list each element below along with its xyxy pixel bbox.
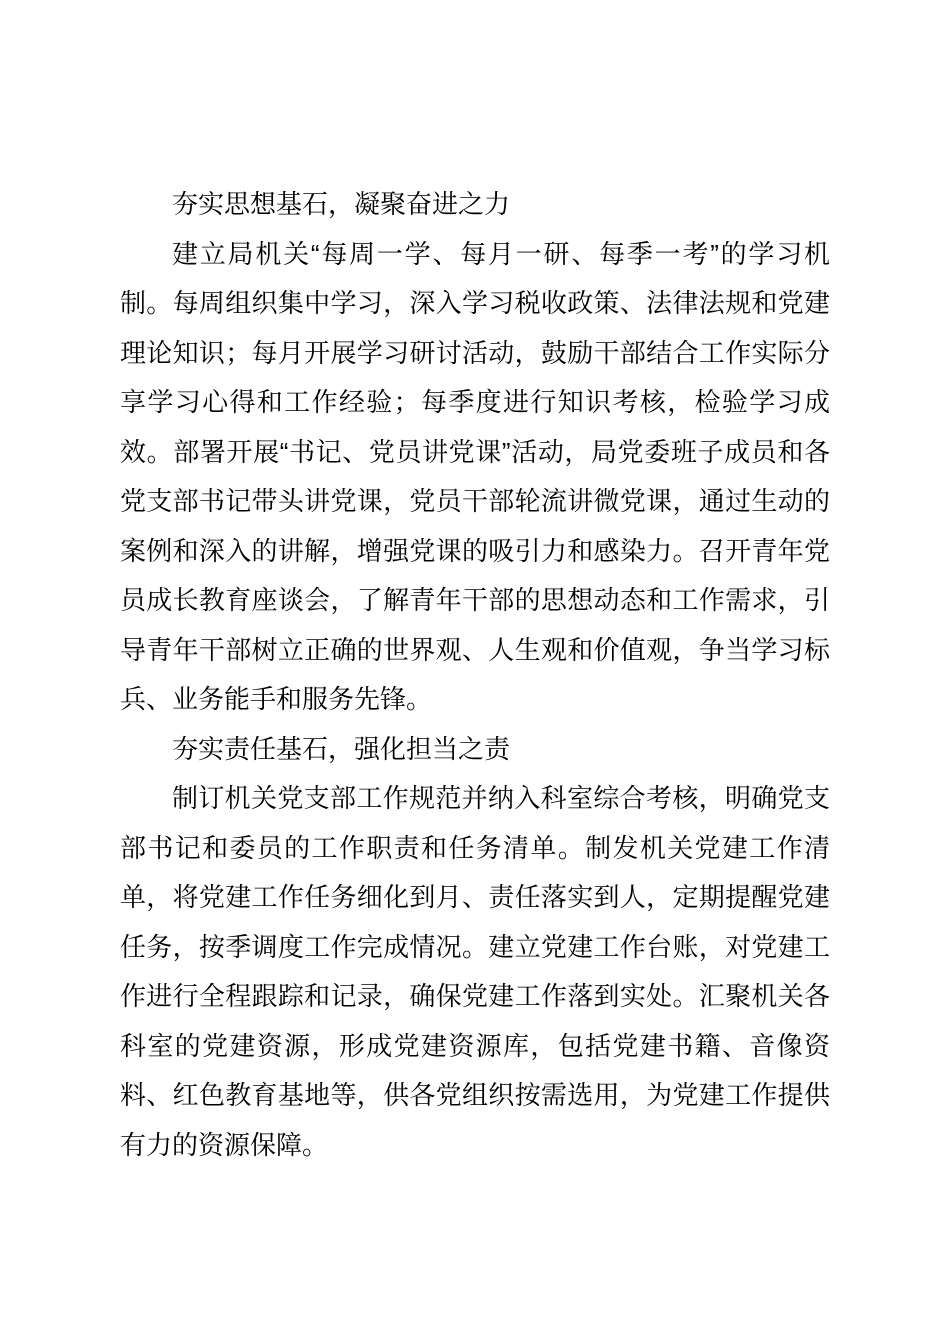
- body-paragraph-learning-mechanism: 建立局机关“每周一学、每月一研、每季一考”的学习机制。每周组织集中学习，深入学习税收政策、法律法规和党建理论知识；每月开展学习研讨活动，鼓励干部结合工作实际分享学习心得和工作经验；每季度进行知识考核，检验学习成效。部署开展“书记、党员讲党课”活动，局党委班子成员和各党支部书记带头讲党课，党员干部轮流讲微党课，通过生动的案例和深入的讲解，增强党课的吸引力和感染力。召开青年党员成长教育座谈会，了解青年干部的思想动态和工作需求，引导青年干部树立正确的世界观、人生观和价值观，争当学习标兵、业务能手和服务先锋。: [120, 238, 830, 714]
- document-text-block: [120, 180, 830, 1170]
- subheading-ideology: 夯实思想基石，凝聚奋进之力: [172, 189, 511, 219]
- body-paragraph-work-standards: 制订机关党支部工作规范并纳入科室综合考核，明确党支部书记和委员的工作职责和任务清单。制发机关党建工作清单，将党建工作任务细化到月、责任落实到人，定期提醒党建任务，按季调度工作完成情况。建立党建工作台账，对党建工作进行全程跟踪和记录，确保党建工作落到实处。汇聚机关各科室的党建资源，形成党建资源库，包括党建书籍、音像资料、红色教育基地等，供各党组织按需选用，为党建工作提供有力的资源保障。: [120, 783, 830, 1160]
- subheading-responsibility: 夯实责任基石，强化担当之责: [172, 733, 511, 764]
